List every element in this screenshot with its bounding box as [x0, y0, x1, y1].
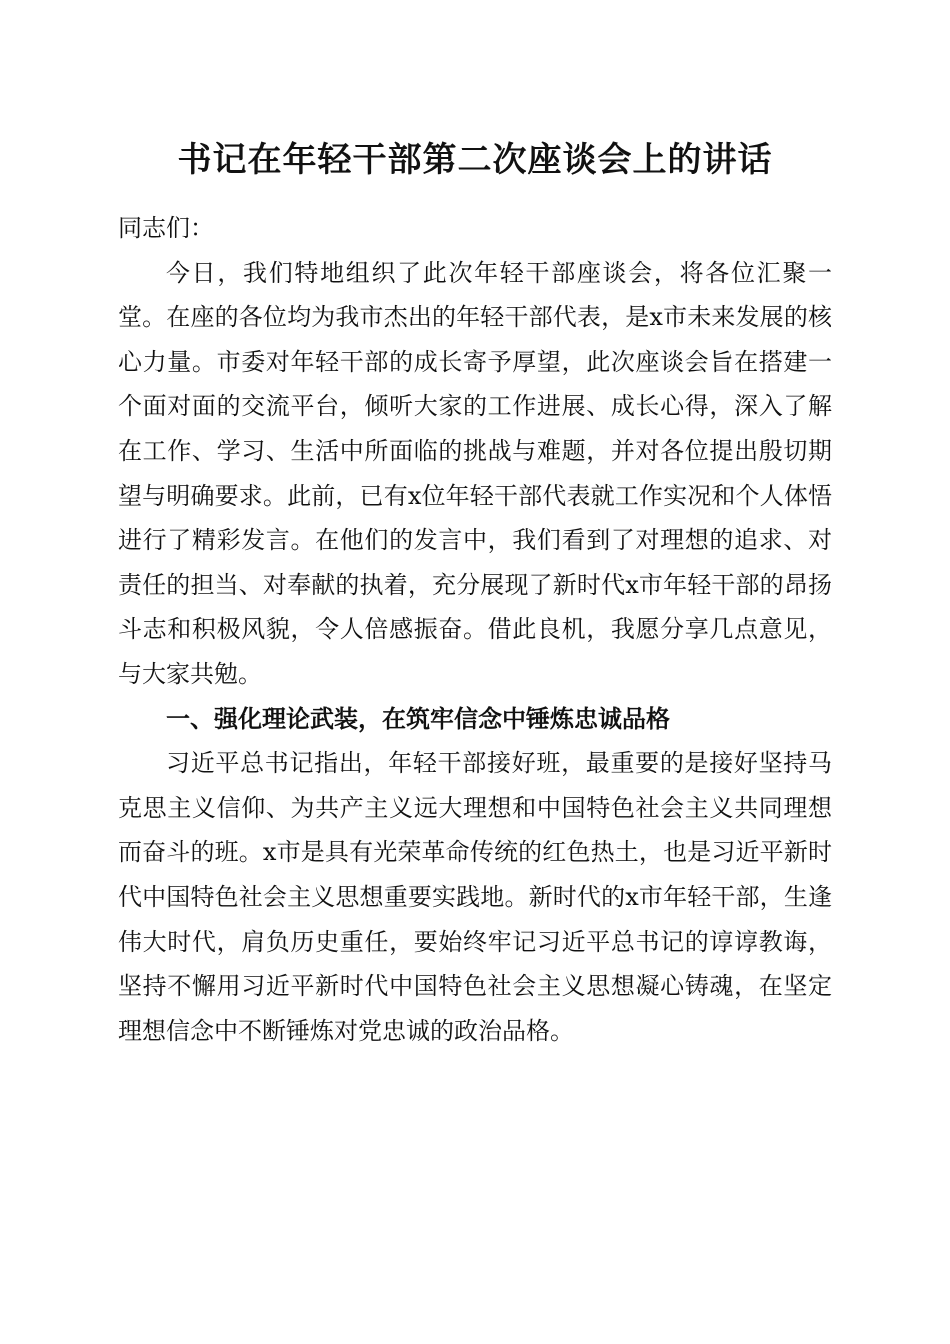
- paragraph-intro: 今日，我们特地组织了此次年轻干部座谈会，将各位汇聚一堂。在座的各位均为我市杰出的年轻干部代表，是x市未来发展的核心力量。市委对年轻干部的成长寄予厚望，此次座谈会旨在搭建一个面对面的交流平台，倾听大家的工作进展、成长心得，深入了解在工作、学习、生活中所面临的挑战与难题，并对各位提出殷切期望与明确要求。此前，已有x位年轻干部代表就工作实况和个人体悟进行了精彩发言。在他们的发言中，我们看到了对理想的追求、对责任的担当、对奉献的执着，充分展现了新时代x市年轻干部的昂扬斗志和积极风貌，令人倍感振奋。借此良机，我愿分享几点意见，与大家共勉。: [118, 258, 832, 688]
- section-heading-1: 一、强化理论武装，在筑牢信念中锤炼忠诚品格: [166, 704, 670, 733]
- document-body: [118, 206, 832, 1053]
- paragraph-section-1: 习近平总书记指出，年轻干部接好班，最重要的是接好坚持马克思主义信仰、为共产主义远大理想和中国特色社会主义共同理想而奋斗的班。x市是具有光荣革命传统的红色热土，也是习近平新时代中国特色社会主义思想重要实践地。新时代的x市年轻干部，生逢伟大时代，肩负历史重任，要始终牢记习近平总书记的谆谆教诲，坚持不懈用习近平新时代中国特色社会主义思想凝心铸魂，在坚定理想信念中不断锤炼对党忠诚的政治品格。: [118, 749, 832, 1045]
- document-title: 书记在年轻干部第二次座谈会上的讲话: [177, 140, 773, 180]
- salutation: 同志们：: [118, 214, 214, 242]
